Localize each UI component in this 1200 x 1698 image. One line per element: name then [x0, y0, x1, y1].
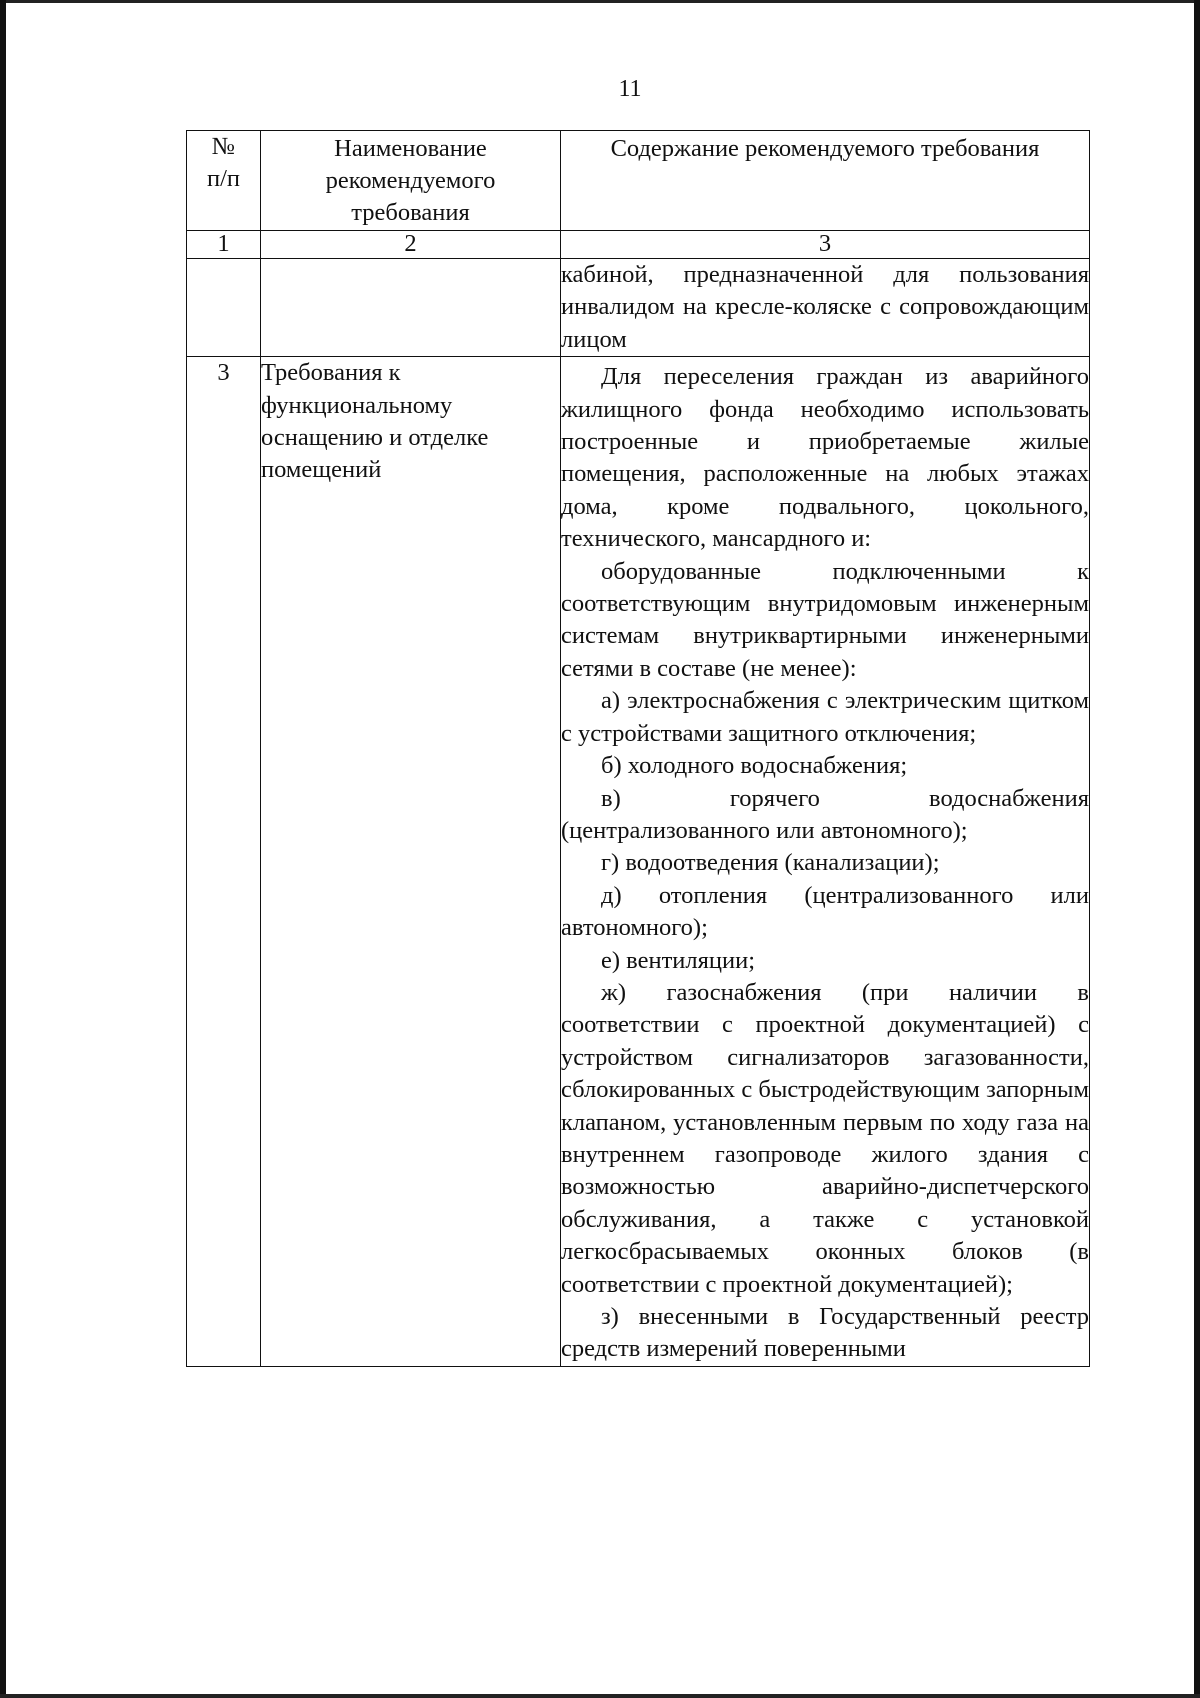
content-paragraph: а) электроснабжения с электрическим щитком с устройствами защитного отключения; [561, 687, 1089, 747]
content-paragraph: д) отопления (централизованного или автономного); [561, 881, 1089, 942]
row-requirement-content [561, 357, 1090, 1367]
content-paragraph: ж) газоснабжения (при наличии в соответствии с проектной документацией) с устройством сигнализаторов загазованности, сблокированных с быстродействующим запорным клапаном, установленным первым по ходу газа на внутреннем газопроводе жилого здания с возможностью аварийно-диспетчерского обслуживания, а также с установкой легкосбрасываемых оконных блоков (в соответствии с проектной документацией); [561, 978, 1089, 1298]
scan-left-edge [0, 0, 6, 1698]
requirements-table [186, 130, 1090, 1367]
header-requirement-name: Наименование рекомендуемого требования [261, 131, 561, 231]
row-requirement-content [561, 259, 1090, 357]
content-paragraph: кабиной, предназначенной для пользования инвалидом на кресле-коляске с сопровождающим лицом [561, 261, 1089, 353]
page-number: 11 [618, 76, 642, 102]
row-requirement-name: Требования к функциональному оснащению и отделке помещений [261, 357, 561, 1367]
table-row [187, 259, 1090, 357]
row-requirement-name [261, 259, 561, 357]
column-number-3: 3 [561, 231, 1090, 259]
column-number-1: 1 [187, 231, 261, 259]
table-row [187, 357, 1090, 1367]
header-number: № п/п [187, 131, 261, 231]
content-paragraph: б) холодного водоснабжения; [601, 752, 908, 780]
content-paragraph: е) вентиляции; [601, 946, 756, 974]
content-paragraph: Для переселения граждан из аварийного жилищного фонда необходимо использовать построенные и приобретаемые жилые помещения, расположенные на любых этажах дома, кроме подвального, цокольного, технического, мансардного и: [561, 363, 1089, 553]
scan-right-edge [1194, 0, 1200, 1698]
header-requirement-content: Содержание рекомендуемого требования [561, 131, 1090, 231]
scan-bottom-edge [0, 1694, 1200, 1698]
content-paragraph: з) внесенными в Государственный реестр средств измерений поверенными [561, 1303, 1089, 1363]
content-paragraph: г) водоотведения (канализации); [601, 849, 940, 877]
table-header-row [187, 131, 1090, 231]
column-number-2: 2 [261, 231, 561, 259]
row-number [187, 259, 261, 357]
row-number: 3 [187, 357, 261, 1367]
content-paragraph: оборудованные подключенными к соответствующим внутридомовым инженерным системам внутриквартирными инженерными сетями в составе (не менее): [561, 557, 1089, 682]
scan-top-edge [0, 0, 1200, 3]
content-paragraph: в) горячего водоснабжения (централизованного или автономного); [561, 784, 1089, 844]
column-numbers-row [187, 231, 1090, 259]
